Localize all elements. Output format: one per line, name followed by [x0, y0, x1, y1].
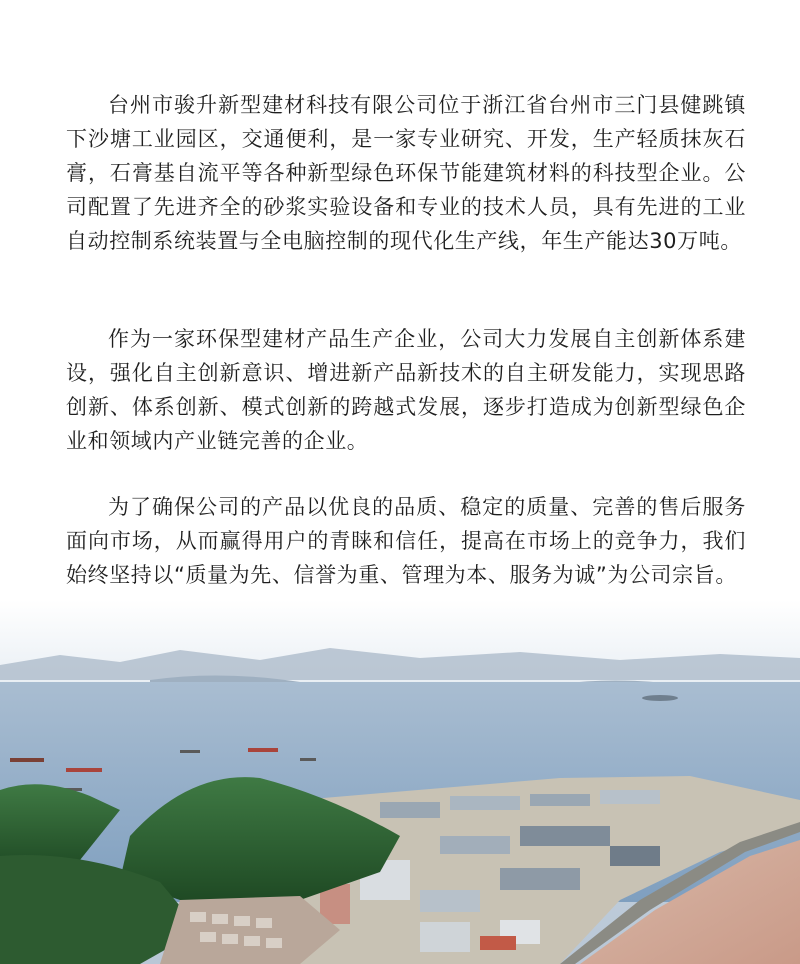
aerial-industrial-park-photo	[0, 600, 800, 964]
factory-buildings	[320, 790, 660, 952]
foreground-hill	[0, 855, 200, 964]
ship	[60, 788, 82, 791]
paragraph-text: 台州市骏升新型建材科技有限公司位于浙江省台州市三门县健跳镇下沙塘工业园区，交通便利，是一家专业研究、开发，生产轻质抹灰石膏，石膏基自流平等各种新型绿色环保节能建筑材料的科技型企业。公司配置了先进齐全的砂浆实验设备和专业的技术人员，具有先进的工业自动控制系统装置与全电脑控制的现代化生产线，年生产能达30万吨。	[66, 93, 746, 253]
intro-paragraph-1	[66, 88, 746, 258]
paragraph-text: 作为一家环保型建材产品生产企业，公司大力发展自主创新体系建设，强化自主创新意识、增进新产品新技术的自主研发能力，实现思路创新、体系创新、模式创新的跨越式发展，逐步打造成为创新型绿色企业和领域内产业链完善的企业。	[66, 327, 746, 453]
seawall	[560, 822, 800, 964]
ship	[248, 748, 278, 752]
green-hill-left	[0, 784, 120, 870]
small-island	[642, 695, 678, 701]
sea	[0, 682, 800, 902]
intro-paragraph-3	[66, 490, 746, 592]
ship	[180, 750, 200, 753]
reclaimed-land	[250, 776, 800, 964]
sports-field	[480, 936, 516, 950]
distant-mountains	[0, 648, 800, 680]
ship	[66, 768, 102, 772]
far-islands	[150, 675, 690, 688]
green-hill-center	[120, 777, 400, 900]
intro-paragraph-2	[66, 322, 746, 458]
residential-blocks	[190, 912, 282, 948]
ship	[10, 758, 44, 762]
tidal-bay	[580, 840, 800, 964]
housing-area	[160, 896, 340, 964]
paragraph-text: 为了确保公司的产品以优良的品质、稳定的质量、完善的售后服务面向市场，从而赢得用户的青睐和信任，提高在市场上的竞争力，我们始终坚持以“质量为先、信誉为重、管理为本、服务为诚”为公司宗旨。	[66, 495, 746, 587]
sky-haze	[0, 600, 800, 964]
ship	[300, 758, 316, 761]
